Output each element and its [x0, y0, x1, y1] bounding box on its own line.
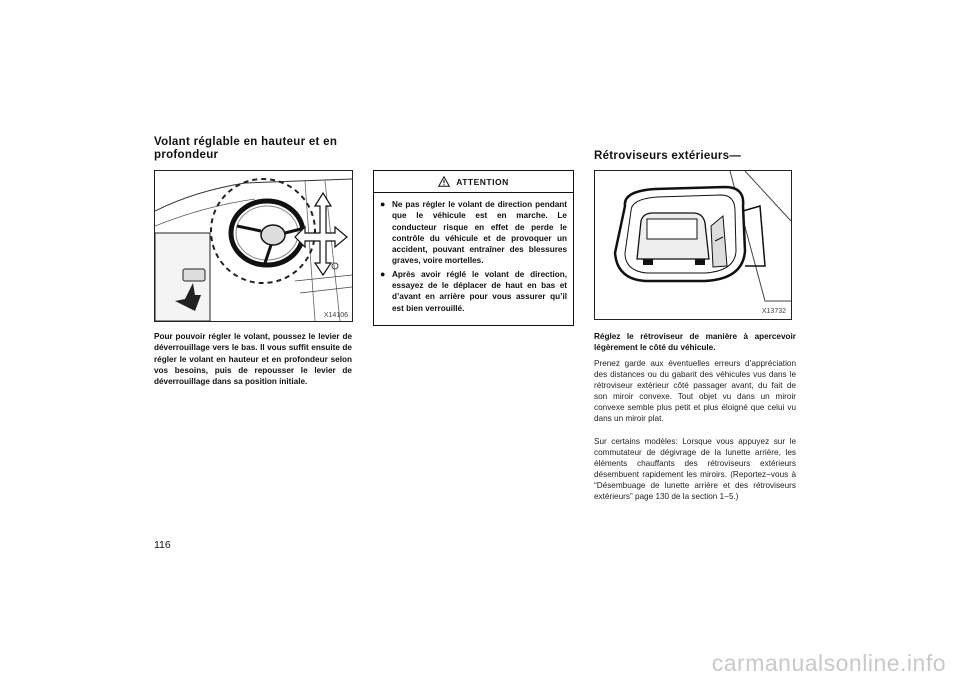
figure-code: X13732: [761, 308, 786, 315]
steering-wheel-caption: Pour pouvoir régler le volant, poussez le levier de déverrouillage vers le bas. Il vous suffit ensuite de régler le volant en hauteur et en profondeur selon vos besoins, puis de repousser le levier de déverrouillage dans sa position initiale.: [154, 332, 352, 387]
attention-item: [380, 199, 567, 267]
bullet-icon: ●: [380, 268, 386, 279]
attention-item: [380, 269, 567, 314]
mirrors-paragraph: Sur certains modèles: Lorsque vous appuyez sur le commutateur de dégivrage de la lunette arrière, les éléments chauffants des rétroviseurs extérieurs désembuent rapidement les miroirs. (Reportez−vous à “Désembuage de lunette arrière et des rétroviseurs extérieurs” page 130 de la section 1−5.): [594, 437, 796, 502]
mirrors-paragraph: Prenez garde aux éventuelles erreurs d’appréciation des distances ou du gabarit des véhicules vus dans le rétroviseur extérieur côté passager avant, du fait de son miroir convexe. Tout objet vu dans un miroir convexe semble plus petit et plus éloigné que celui vu dans un miroir plat.: [594, 359, 796, 424]
warning-triangle-icon: [438, 176, 450, 187]
mirrors-caption: Réglez le rétroviseur de manière à apercevoir légèrement le côté du véhicule.: [594, 332, 796, 353]
steering-wheel-illustration: [155, 171, 352, 321]
attention-box: [373, 170, 574, 326]
attention-item-text: Ne pas régler le volant de direction pendant que le véhicule est en marche. Le conducteur risque en effet de perde le contrôle du véhicule et de provoquer un accident, pouvant entraîner des blessures graves, voire mortelles.: [392, 200, 567, 266]
mirror-illustration: [595, 171, 791, 319]
attention-item-text: Après avoir réglé le volant de direction, essayez de le déplacer de haut en bas et d’avant en arrière pour vous assurer qu’il est bien verrouillé.: [392, 269, 567, 313]
attention-title: ATTENTION: [456, 176, 509, 187]
mirror-figure: [594, 170, 792, 320]
steering-wheel-figure: [154, 170, 353, 322]
mirrors-heading: Rétroviseurs extérieurs—: [594, 150, 742, 162]
steering-wheel-heading: Volant réglable en hauteur et en profondeur: [154, 136, 338, 161]
watermark: carmanualsonline.info: [711, 650, 946, 676]
attention-body: [374, 193, 573, 314]
figure-code: X14106: [323, 312, 348, 319]
attention-header: [374, 171, 573, 193]
page-number: 116: [154, 539, 171, 551]
bullet-icon: ●: [380, 199, 386, 209]
